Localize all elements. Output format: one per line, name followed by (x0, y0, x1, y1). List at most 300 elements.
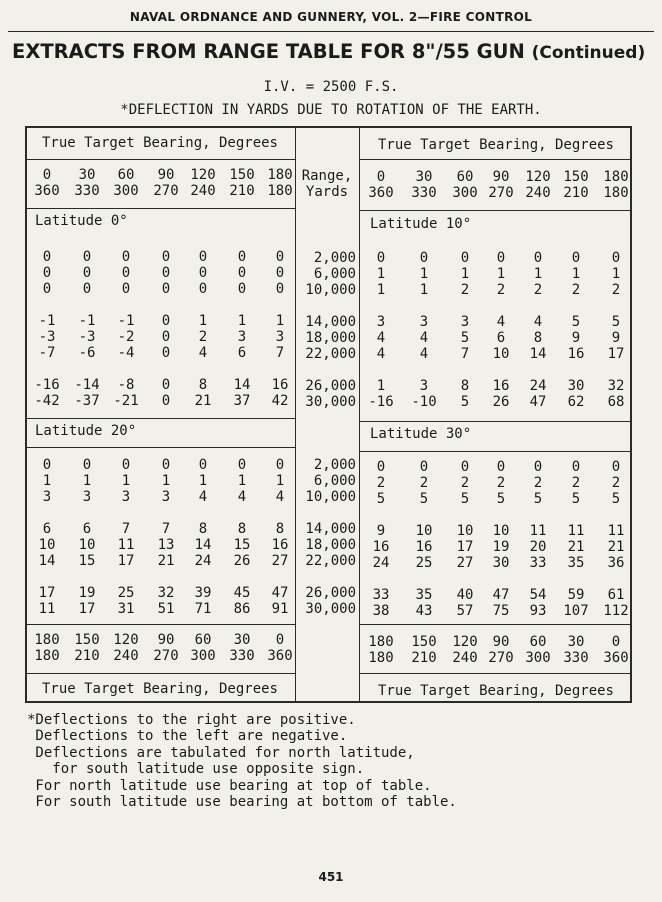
cell-value: 40 (456, 587, 474, 603)
cell-value: 27 (456, 555, 474, 571)
cell-value: 0 (419, 459, 429, 475)
cell-value: 90 (157, 167, 175, 183)
top-bearing-row-right (0, 169, 662, 185)
cell-value: 47 (529, 394, 547, 410)
cell-value: 35 (415, 587, 433, 603)
rule-left-lat20-under (25, 447, 295, 448)
footnote-line: For south latitude use bearing at bottom of table. (27, 794, 457, 811)
cell-value: 6 (42, 521, 52, 537)
cell-value: -7 (38, 345, 56, 361)
cell-value: 0 (198, 457, 208, 473)
cell-value: 0 (161, 313, 171, 329)
cell-value: 24 (372, 555, 390, 571)
cell-value: 2 (496, 475, 506, 491)
header-top-right: True Target Bearing, Degrees (377, 137, 614, 153)
cell-value: 180 (34, 648, 60, 664)
cell-value: 0 (121, 457, 131, 473)
cell-value: 7 (121, 521, 131, 537)
cell-value: 3 (419, 314, 429, 330)
bottom-bearing-row-right (0, 650, 662, 666)
cell-value: 0 (161, 377, 171, 393)
range-value: 22,000 (305, 346, 356, 362)
cell-value: -21 (113, 393, 139, 409)
cell-value: 360 (368, 185, 394, 201)
cell-value: 17 (38, 585, 56, 601)
cell-value: 24 (194, 553, 212, 569)
cell-value: 91 (271, 601, 289, 617)
cell-value: -16 (34, 377, 60, 393)
range-value: 2,000 (313, 457, 356, 473)
cell-value: 3 (237, 329, 247, 345)
cell-value: 2 (533, 282, 543, 298)
cell-value: -37 (74, 393, 100, 409)
cell-value: 4 (376, 346, 386, 362)
cell-value: 0 (121, 249, 131, 265)
cell-value: 25 (415, 555, 433, 571)
range-value: 6,000 (313, 266, 356, 282)
cell-value: 240 (190, 183, 216, 199)
cell-value: 5 (533, 491, 543, 507)
cell-value: 5 (611, 491, 621, 507)
cell-value: 0 (82, 265, 92, 281)
cell-value: 180 (267, 167, 293, 183)
cell-value: 0 (376, 250, 386, 266)
header-bottom-right: True Target Bearing, Degrees (377, 683, 614, 699)
cell-value: 270 (488, 650, 514, 666)
cell-value: 7 (460, 346, 470, 362)
cell-value: 30 (233, 632, 251, 648)
cell-value: 38 (372, 603, 390, 619)
cell-value: 270 (153, 183, 179, 199)
cell-value: 2 (496, 282, 506, 298)
cell-value: 270 (153, 648, 179, 664)
cell-value: 6 (496, 330, 506, 346)
cell-value: 30 (492, 555, 510, 571)
cell-value: 0 (237, 457, 247, 473)
cell-value: 6 (237, 345, 247, 361)
cell-value: 60 (117, 167, 135, 183)
cell-value: 0 (42, 457, 52, 473)
cell-value: 10 (78, 537, 96, 553)
cell-value: 3 (419, 378, 429, 394)
rule-right-lat30-under (360, 451, 632, 452)
cell-value: 16 (271, 377, 289, 393)
cell-value: 14 (194, 537, 212, 553)
cell-value: 93 (529, 603, 547, 619)
cell-value: 0 (82, 249, 92, 265)
cell-value: 0 (161, 393, 171, 409)
cell-value: 3 (82, 489, 92, 505)
cell-value: -3 (78, 329, 96, 345)
cell-value: 86 (233, 601, 251, 617)
cell-value: 21 (194, 393, 212, 409)
cell-value: -8 (117, 377, 135, 393)
cell-value: 180 (603, 169, 629, 185)
cell-value: 1 (376, 266, 386, 282)
cell-value: 37 (233, 393, 251, 409)
cell-value: 60 (529, 634, 547, 650)
range-value: 6,000 (313, 473, 356, 489)
cell-value: 330 (563, 650, 589, 666)
cell-value: 0 (82, 281, 92, 297)
cell-value: 15 (78, 553, 96, 569)
cell-value: 210 (563, 185, 589, 201)
cell-value: 4 (376, 330, 386, 346)
cell-value: 16 (567, 346, 585, 362)
cell-value: -3 (38, 329, 56, 345)
cell-value: 0 (161, 281, 171, 297)
range-value: 10,000 (305, 489, 356, 505)
range-value: 18,000 (305, 330, 356, 346)
cell-value: 360 (267, 648, 293, 664)
top-bearing-row-right (0, 185, 662, 201)
cell-value: 5 (611, 314, 621, 330)
cell-value: 3 (121, 489, 131, 505)
rule-right-footer (360, 673, 632, 674)
rule-right-lat10 (360, 210, 632, 211)
cell-value: 60 (194, 632, 212, 648)
cell-value: 0 (198, 265, 208, 281)
cell-value: 3 (275, 329, 285, 345)
rule-left-lat0 (25, 208, 295, 209)
cell-value: 4 (198, 489, 208, 505)
cell-value: 0 (42, 167, 52, 183)
cell-value: 13 (157, 537, 175, 553)
cell-value: 17 (607, 346, 625, 362)
cell-value: 2 (376, 475, 386, 491)
cell-value: 5 (460, 330, 470, 346)
cell-value: 0 (161, 457, 171, 473)
cell-value: 0 (376, 459, 386, 475)
range-value: 26,000 (305, 585, 356, 601)
cell-value: 120 (525, 169, 551, 185)
cell-value: 30 (567, 634, 585, 650)
page-number: 451 (318, 870, 344, 884)
cell-value: 54 (529, 587, 547, 603)
cell-value: 9 (611, 330, 621, 346)
cell-value: 2 (611, 475, 621, 491)
cell-value: 32 (157, 585, 175, 601)
cell-value: 21 (567, 539, 585, 555)
range-value: 18,000 (305, 537, 356, 553)
cell-value: 14 (38, 553, 56, 569)
cell-value: 71 (194, 601, 212, 617)
rule-left-header (25, 159, 295, 160)
cell-value: -2 (117, 329, 135, 345)
initial-velocity: I.V. = 2500 F.S. (263, 79, 399, 95)
cell-value: 11 (567, 523, 585, 539)
cell-value: 30 (78, 167, 96, 183)
cell-value: 8 (198, 521, 208, 537)
cell-value: 300 (190, 648, 216, 664)
cell-value: -14 (74, 377, 100, 393)
cell-value: 150 (229, 167, 255, 183)
cell-value: 5 (460, 491, 470, 507)
footnote-line: *Deflections to the right are positive. (27, 712, 356, 728)
cell-value: 10 (492, 346, 510, 362)
latitude-10-label: Latitude 10° (370, 216, 472, 232)
range-value: 2,000 (313, 250, 356, 266)
cell-value: 16 (492, 378, 510, 394)
cell-value: 19 (492, 539, 510, 555)
cell-value: 112 (603, 603, 629, 619)
cell-value: 2 (571, 282, 581, 298)
cell-value: 0 (237, 281, 247, 297)
cell-value: 0 (460, 250, 470, 266)
cell-value: 21 (157, 553, 175, 569)
table-subheading: *DEFLECTION IN YARDS DUE TO ROTATION OF THE EARTH. (120, 102, 542, 118)
cell-value: 14 (233, 377, 251, 393)
footnote-line: for south latitude use opposite sign. (27, 761, 365, 778)
cell-value: 0 (275, 632, 285, 648)
cell-value: 300 (452, 185, 478, 201)
cell-value: 2 (198, 329, 208, 345)
cell-value: 360 (603, 650, 629, 666)
cell-value: 3 (161, 489, 171, 505)
cell-value: 300 (525, 650, 551, 666)
cell-value: 16 (415, 539, 433, 555)
cell-value: 240 (113, 648, 139, 664)
cell-value: 5 (419, 491, 429, 507)
running-head: NAVAL ORDNANCE AND GUNNERY, VOL. 2—FIRE CONTROL (129, 10, 533, 24)
cell-value: 330 (74, 183, 100, 199)
cell-value: 9 (571, 330, 581, 346)
cell-value: 1 (533, 266, 543, 282)
range-value: 30,000 (305, 394, 356, 410)
cell-value: 15 (233, 537, 251, 553)
cell-value: 39 (194, 585, 212, 601)
cell-value: 2 (460, 475, 470, 491)
cell-value: 180 (267, 183, 293, 199)
cell-value: 1 (161, 473, 171, 489)
cell-value: 10 (492, 523, 510, 539)
footnote-line: For north latitude use bearing at top of table. (27, 777, 432, 794)
cell-value: 1 (275, 473, 285, 489)
cell-value: 0 (275, 265, 285, 281)
rule-left-lat20 (25, 418, 295, 419)
cell-value: 1 (237, 313, 247, 329)
rule-left-bottom-bearings (25, 624, 295, 625)
cell-value: -1 (117, 313, 135, 329)
cell-value: 1 (496, 266, 506, 282)
cell-value: 5 (571, 491, 581, 507)
cell-value: 11 (38, 601, 56, 617)
rule-right-header (360, 159, 632, 160)
cell-value: 0 (237, 249, 247, 265)
cell-value: 32 (607, 378, 625, 394)
cell-value: 0 (419, 250, 429, 266)
cell-value: 270 (488, 185, 514, 201)
cell-value: 1 (419, 266, 429, 282)
page-title (12, 40, 652, 63)
cell-value: 0 (460, 459, 470, 475)
cell-value: 5 (571, 314, 581, 330)
cell-value: 2 (611, 282, 621, 298)
cell-value: 17 (456, 539, 474, 555)
cell-value: 1 (376, 378, 386, 394)
cell-value: 75 (492, 603, 510, 619)
footnote-line: Deflections are tabulated for north latitude, (27, 744, 415, 761)
cell-value: 61 (607, 587, 625, 603)
cell-value: 180 (368, 634, 394, 650)
cell-value: 4 (198, 345, 208, 361)
cell-value: 31 (117, 601, 135, 617)
cell-value: 60 (456, 169, 474, 185)
cell-value: 10 (38, 537, 56, 553)
footnote-line: Deflections to the left are negative. (27, 728, 348, 745)
cell-value: 5 (376, 491, 386, 507)
footnotes (27, 712, 457, 810)
cell-value: 0 (42, 281, 52, 297)
cell-value: 0 (237, 265, 247, 281)
cell-value: 30 (415, 169, 433, 185)
cell-value: 360 (34, 183, 60, 199)
cell-value: 62 (567, 394, 585, 410)
cell-value: 0 (161, 249, 171, 265)
cell-value: 3 (42, 489, 52, 505)
cell-value: 16 (372, 539, 390, 555)
cell-value: 120 (452, 634, 478, 650)
cell-value: 0 (161, 345, 171, 361)
cell-value: 1 (198, 473, 208, 489)
cell-value: 150 (411, 634, 437, 650)
cell-value: 0 (161, 329, 171, 345)
cell-value: 240 (452, 650, 478, 666)
bottom-bearing-row-right (0, 634, 662, 650)
cell-value: 1 (42, 473, 52, 489)
cell-value: 150 (74, 632, 100, 648)
cell-value: -16 (368, 394, 394, 410)
cell-value: 8 (198, 377, 208, 393)
cell-value: 1 (198, 313, 208, 329)
latitude-30-label: Latitude 30° (370, 426, 472, 442)
cell-value: 0 (496, 250, 506, 266)
cell-value: 43 (415, 603, 433, 619)
cell-value: 2 (533, 475, 543, 491)
cell-value: 180 (34, 632, 60, 648)
cell-value: 0 (611, 634, 621, 650)
cell-value: 2 (419, 475, 429, 491)
cell-value: 8 (275, 521, 285, 537)
cell-value: -6 (78, 345, 96, 361)
title-continued: (Continued) (531, 43, 646, 63)
cell-value: 20 (529, 539, 547, 555)
cell-value: 0 (275, 281, 285, 297)
cell-value: 0 (42, 249, 52, 265)
cell-value: 33 (529, 555, 547, 571)
cell-value: 0 (533, 250, 543, 266)
cell-value: 35 (567, 555, 585, 571)
cell-value: 1 (82, 473, 92, 489)
range-value: 14,000 (305, 314, 356, 330)
range-value: 10,000 (305, 282, 356, 298)
cell-value: 6 (82, 521, 92, 537)
range-value: 26,000 (305, 378, 356, 394)
cell-value: 0 (82, 457, 92, 473)
cell-value: -1 (78, 313, 96, 329)
cell-value: 19 (78, 585, 96, 601)
cell-value: 11 (117, 537, 135, 553)
rule-right-lat30 (360, 421, 632, 422)
range-value: 30,000 (305, 601, 356, 617)
cell-value: 120 (113, 632, 139, 648)
cell-value: 0 (611, 459, 621, 475)
cell-value: 36 (607, 555, 625, 571)
cell-value: 16 (271, 537, 289, 553)
header-rule (8, 31, 654, 32)
cell-value: 1 (571, 266, 581, 282)
cell-value: 1 (237, 473, 247, 489)
header-bottom-left: True Target Bearing, Degrees (41, 681, 278, 697)
header-top-left: True Target Bearing, Degrees (41, 135, 278, 151)
cell-value: 1 (121, 473, 131, 489)
cell-value: 4 (419, 346, 429, 362)
cell-value: 33 (372, 587, 390, 603)
cell-value: 17 (117, 553, 135, 569)
cell-value: 8 (460, 378, 470, 394)
cell-value: 5 (460, 394, 470, 410)
title-main: EXTRACTS FROM RANGE TABLE FOR 8"/55 GUN (12, 40, 525, 63)
cell-value: 8 (533, 330, 543, 346)
rule-right-bottom-bearings (360, 624, 632, 625)
range-value: 14,000 (305, 521, 356, 537)
cell-value: 330 (229, 648, 255, 664)
cell-value: 0 (275, 457, 285, 473)
range-label-line: Range, (301, 168, 353, 184)
cell-value: -42 (34, 393, 60, 409)
cell-value: 0 (496, 459, 506, 475)
cell-value: 210 (74, 648, 100, 664)
cell-value: 3 (460, 314, 470, 330)
cell-value: 330 (411, 185, 437, 201)
cell-value: 90 (492, 634, 510, 650)
cell-value: 10 (415, 523, 433, 539)
cell-value: 0 (42, 265, 52, 281)
cell-value: 11 (607, 523, 625, 539)
cell-value: 0 (121, 281, 131, 297)
cell-value: 4 (275, 489, 285, 505)
cell-value: 9 (376, 523, 386, 539)
cell-value: 7 (161, 521, 171, 537)
cell-value: 10 (456, 523, 474, 539)
cell-value: 47 (492, 587, 510, 603)
cell-value: 5 (496, 491, 506, 507)
cell-value: 24 (529, 378, 547, 394)
cell-value: 210 (229, 183, 255, 199)
cell-value: 300 (113, 183, 139, 199)
cell-value: 45 (233, 585, 251, 601)
cell-value: 3 (376, 314, 386, 330)
latitude-0-label: Latitude 0° (35, 213, 128, 229)
cell-value: 17 (78, 601, 96, 617)
cell-value: 0 (198, 281, 208, 297)
cell-value: 0 (571, 459, 581, 475)
cell-value: 0 (198, 249, 208, 265)
cell-value: 90 (492, 169, 510, 185)
cell-value: 68 (607, 394, 625, 410)
cell-value: 0 (533, 459, 543, 475)
cell-value: 2 (460, 282, 470, 298)
cell-value: 0 (571, 250, 581, 266)
latitude-20-label: Latitude 20° (35, 423, 137, 439)
cell-value: 120 (190, 167, 216, 183)
cell-value: 1 (611, 266, 621, 282)
cell-value: 1 (376, 282, 386, 298)
cell-value: 26 (492, 394, 510, 410)
cell-value: 30 (567, 378, 585, 394)
cell-value: 0 (376, 169, 386, 185)
rule-left-footer (25, 673, 295, 674)
